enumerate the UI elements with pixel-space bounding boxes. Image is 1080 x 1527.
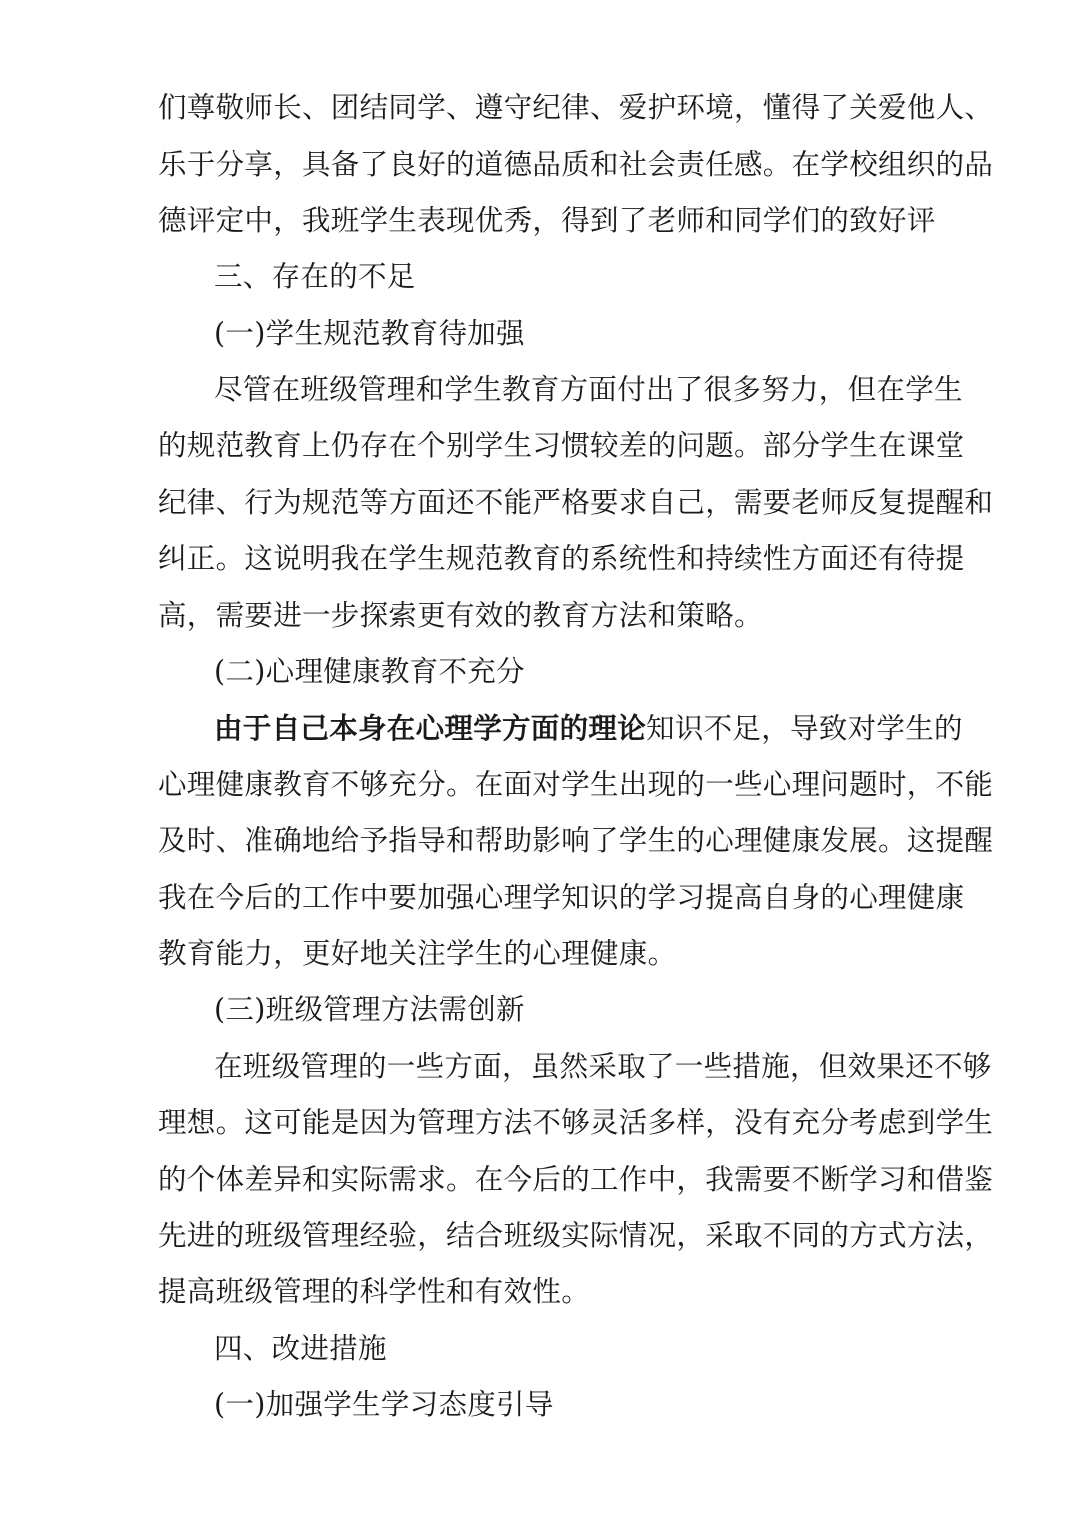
paragraph-line bbox=[214, 708, 963, 749]
paragraph-line: 先进的班级管理经验，结合班级实际情况，采取不同的方式方法， bbox=[158, 1219, 994, 1252]
paragraph-line: 理想。这可能是因为管理方法不够灵活多样，没有充分考虑到学生 bbox=[158, 1106, 994, 1139]
subsection-heading: (一)加强学生学习态度引导 bbox=[214, 1388, 554, 1421]
paragraph-line: 心理健康教育不够充分。在面对学生出现的一些心理问题时，不能 bbox=[158, 768, 994, 801]
paragraph-line: 我在今后的工作中要加强心理学知识的学习提高自身的心理健康 bbox=[158, 881, 965, 914]
subsection-heading: (二)心理健康教育不充分 bbox=[214, 655, 525, 688]
paragraph-line: 提高班级管理的科学性和有效性。 bbox=[158, 1275, 591, 1308]
section-heading: 四、改进措施 bbox=[214, 1332, 387, 1365]
paragraph-line: 在班级管理的一些方面，虽然采取了一些措施，但效果还不够 bbox=[214, 1050, 992, 1083]
paragraph-line: 尽管在班级管理和学生教育方面付出了很多努力，但在学生 bbox=[214, 373, 963, 406]
subsection-heading: (一)学生规范教育待加强 bbox=[214, 317, 525, 350]
bold-text-segment: 由于自己本身在心理学方面的理论 bbox=[214, 711, 647, 745]
paragraph-line: 及时、准确地给予指导和帮助影响了学生的心理健康发展。这提醒 bbox=[158, 824, 994, 857]
text-segment: 知识不足，导致对学生的 bbox=[646, 712, 963, 745]
paragraph-line: 教育能力，更好地关注学生的心理健康。 bbox=[158, 937, 677, 970]
subsection-heading: (三)班级管理方法需创新 bbox=[214, 993, 525, 1026]
paragraph-line: 们尊敬师长、团结同学、遵守纪律、爱护环境，懂得了关爱他人、 bbox=[158, 91, 994, 124]
paragraph-line: 乐于分享，具备了良好的道德品质和社会责任感。在学校组织的品 bbox=[158, 148, 994, 181]
paragraph-line: 纪律、行为规范等方面还不能严格要求自己，需要老师反复提醒和 bbox=[158, 486, 994, 519]
paragraph-line: 高，需要进一步探索更有效的教育方法和策略。 bbox=[158, 599, 763, 632]
paragraph-line: 的个体差异和实际需求。在今后的工作中，我需要不断学习和借鉴 bbox=[158, 1163, 994, 1196]
paragraph-line: 纠正。这说明我在学生规范教育的系统性和持续性方面还有待提 bbox=[158, 542, 965, 575]
section-heading: 三、存在的不足 bbox=[214, 260, 416, 293]
paragraph-line: 的规范教育上仍存在个别学生习惯较差的问题。部分学生在课堂 bbox=[158, 429, 965, 462]
paragraph-line: 德评定中，我班学生表现优秀，得到了老师和同学们的致好评 bbox=[158, 204, 936, 237]
